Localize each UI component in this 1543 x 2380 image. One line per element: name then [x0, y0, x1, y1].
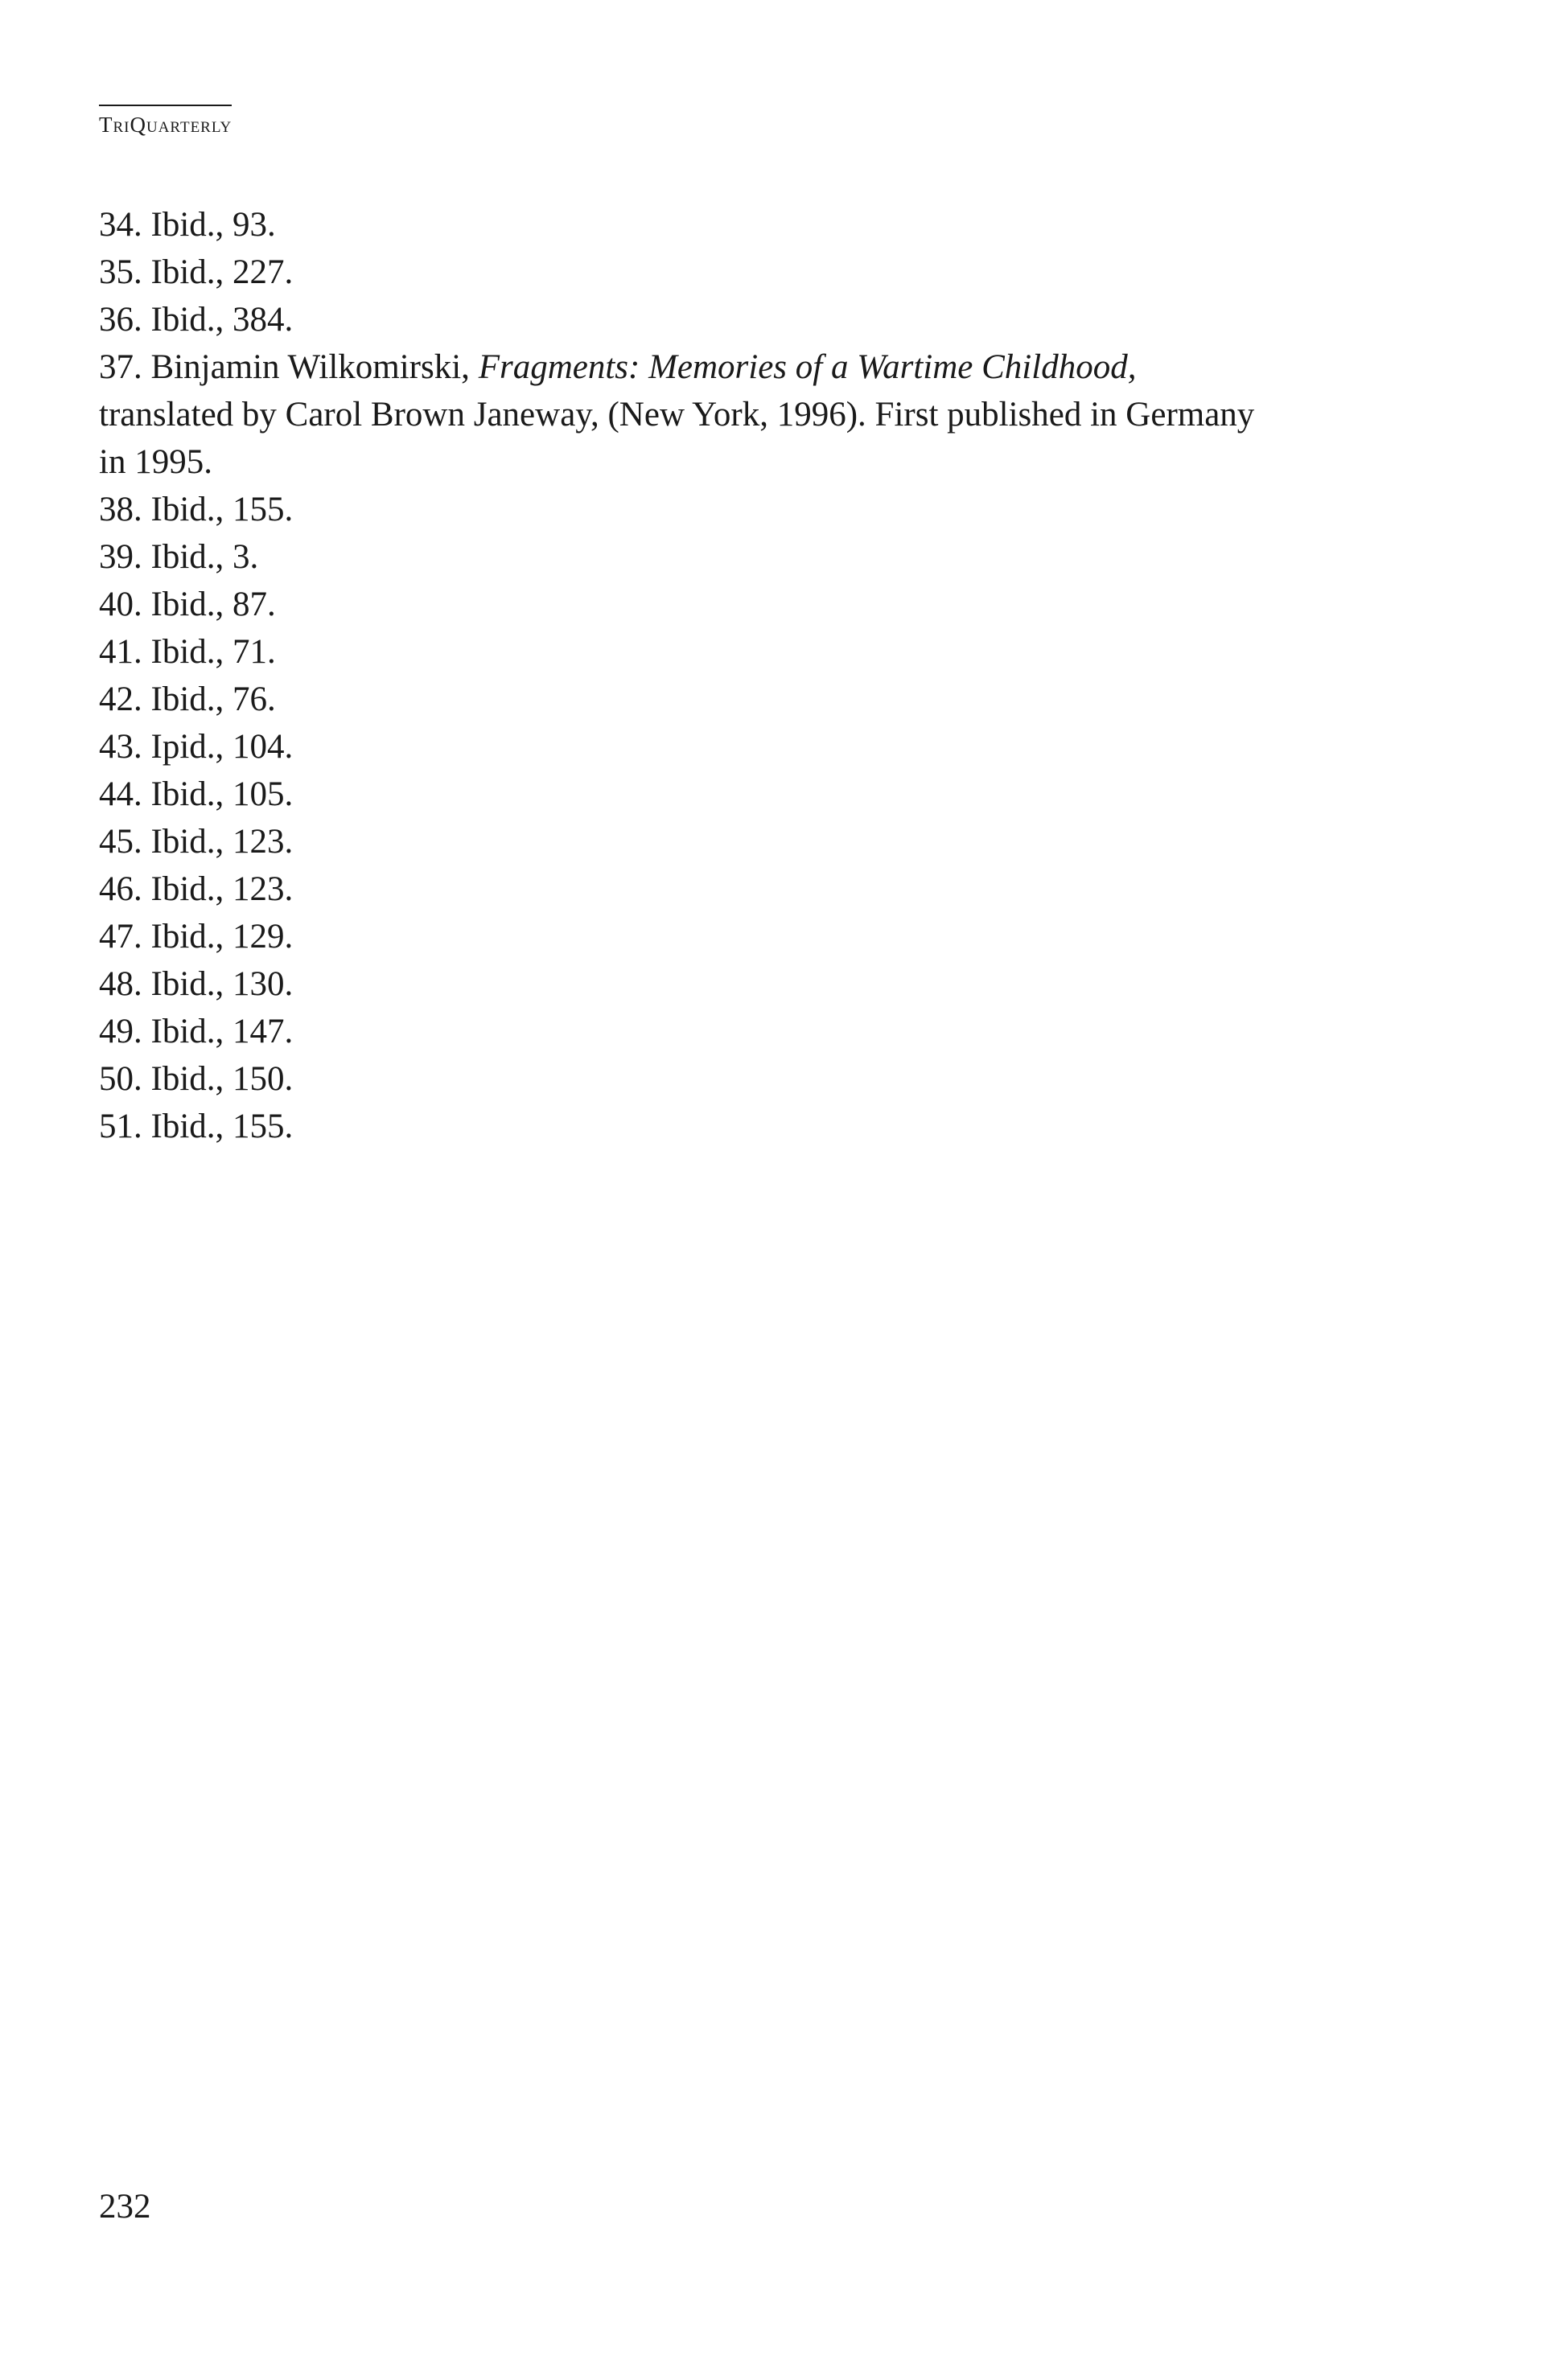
note-text: translated by Carol Brown Janeway, (New York, 1996). First published in Germany in 1995.	[99, 396, 1255, 481]
note-number: 44.	[99, 775, 142, 813]
note-number: 35.	[99, 253, 142, 291]
note-book-title: Fragments: Memories of a Wartime Childhood,	[478, 348, 1137, 386]
note-text: Ibid., 123.	[150, 823, 294, 861]
endnote-41	[99, 628, 1273, 676]
note-text: Ibid., 227.	[150, 253, 294, 291]
endnote-50	[99, 1055, 1273, 1103]
note-number: 45.	[99, 823, 142, 861]
endnote-48	[99, 960, 1273, 1008]
endnote-47	[99, 913, 1273, 960]
endnote-36	[99, 296, 1273, 343]
note-number: 51.	[99, 1108, 142, 1145]
note-number: 48.	[99, 965, 142, 1003]
endnotes-list	[99, 201, 1273, 1150]
note-number: 37.	[99, 348, 142, 386]
page-number: 232	[99, 2188, 151, 2226]
note-number: 41.	[99, 633, 142, 671]
endnote-46	[99, 865, 1273, 913]
note-text: Ibid., 105.	[150, 775, 294, 813]
note-text: Ibid., 150.	[150, 1060, 294, 1098]
note-number: 34.	[99, 206, 142, 244]
running-head: TriQuarterly	[99, 105, 232, 139]
note-number: 50.	[99, 1060, 142, 1098]
endnote-39	[99, 533, 1273, 581]
endnote-44	[99, 771, 1273, 818]
note-text: Ipid., 104.	[150, 728, 294, 766]
note-number: 43.	[99, 728, 142, 766]
note-number: 42.	[99, 680, 142, 718]
note-text: Ibid., 129.	[150, 918, 294, 956]
endnote-42	[99, 676, 1273, 723]
note-number: 40.	[99, 586, 142, 623]
endnote-38	[99, 486, 1273, 533]
note-text: Ibid., 93.	[150, 206, 276, 244]
endnote-49	[99, 1008, 1273, 1055]
note-number: 49.	[99, 1013, 142, 1050]
endnote-34	[99, 201, 1273, 249]
note-text: Ibid., 87.	[150, 586, 276, 623]
endnote-51	[99, 1103, 1273, 1150]
endnote-40	[99, 581, 1273, 628]
note-text: Ibid., 123.	[150, 870, 294, 908]
endnote-37	[99, 343, 1273, 486]
note-number: 47.	[99, 918, 142, 956]
endnote-35	[99, 249, 1273, 296]
note-text: Ibid., 155.	[150, 491, 294, 528]
note-text: Ibid., 130.	[150, 965, 294, 1003]
note-text: Ibid., 384.	[150, 301, 294, 339]
note-number: 39.	[99, 538, 142, 576]
note-text: Ibid., 147.	[150, 1013, 294, 1050]
note-number: 46.	[99, 870, 142, 908]
note-text: Ibid., 155.	[150, 1108, 294, 1145]
note-text: Ibid., 76.	[150, 680, 276, 718]
note-number: 36.	[99, 301, 142, 339]
note-number: 38.	[99, 491, 142, 528]
endnote-43	[99, 723, 1273, 771]
note-text: Ibid., 3.	[150, 538, 259, 576]
note-text: Ibid., 71.	[150, 633, 276, 671]
note-author: Binjamin Wilkomirski,	[150, 348, 470, 386]
endnote-45	[99, 818, 1273, 865]
